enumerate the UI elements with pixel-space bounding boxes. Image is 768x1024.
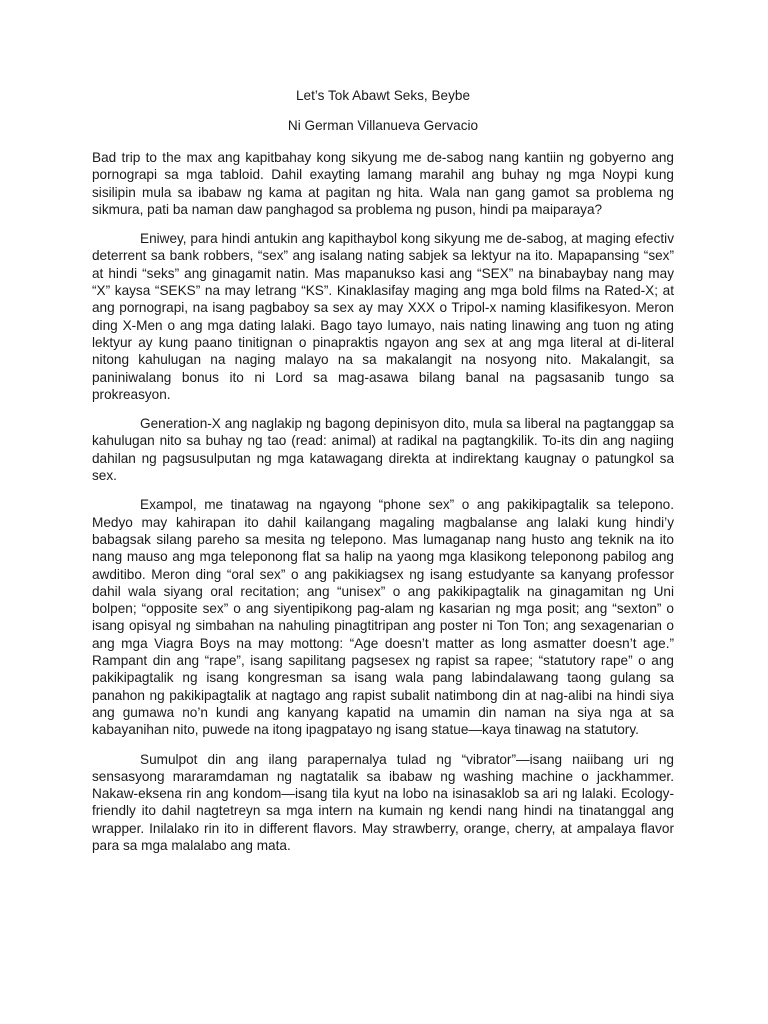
paragraph-2: Eniwey, para hindi antukin ang kapithaybol kong sikyung me de-sabog, at maging efectiv deterrent sa bank robbers, “sex” ang isalang nating sabjek sa lektyur na ito. Mapapansing “sex” at hindi “seks” ang ginagamit natin. Mas mapanukso kasi ang “SEX” na binabaybay nang may “X” kaysa “SEKS” na may letrang “KS”. Kinaklasifay maging ang mga bold films na Rated-X; at ang pornograpi, na isang pagbaboy sa sex ay may XXX o Tripol-x naming klasifikesyon. Meron ding X-Men o ang mga dating lalaki. Bago tayo lumayo, nais nating linawing ang tuon ng ating lektyur ay kung paano tinitignan o pinapraktis ngayon ang sex at ang mga literal at di-literal nitong kahulugan na naging malayo na sa makalangit na nosyong nito. Makalangit, sa paniniwalang bonus ito ni Lord sa mag-asawa bilang banal na pagsasanib tungo sa prokreasyon. [92, 231, 674, 402]
document-body [92, 149, 674, 854]
paragraph-5: Sumulpot din ang ilang parapernalya tulad ng “vibrator”—isang naiibang uri ng sensasyong mararamdaman ng nagtatalik sa ibabaw ng washing machine o jackhammer. Nakaw-eksena rin ang kondom—isang tila kyut na lobo na isinasaklob sa ari ng lalaki. Ecology-friendly ito dahil nagtetreyn sa mga intern na kumain ng kendi nang hindi na tinatanggal ang wrapper. Inilalako rin ito in different flavors. May strawberry, orange, cherry, at ampalaya flavor para sa mga malalabo ang mata. [92, 751, 674, 853]
paragraph-3: Generation-X ang naglakip ng bagong depinisyon dito, mula sa liberal na pagtanggap sa kahulugan nito sa buhay ng tao (read: animal) at radikal na pagtangkilik. To-its din ang nagiing dahilan ng pagsusulputan ng mga katawagang direkta at indirektang kaugnay o patungkol sa sex. [92, 416, 674, 484]
document-content [92, 87, 674, 866]
document-title: Let’s Tok Abawt Seks, Beybe [295, 88, 471, 103]
document-author: Ni German Villanueva Gervacio [287, 118, 479, 133]
paragraph-4: Exampol, me tinatawag na ngayong “phone sex” o ang pakikipagtalik sa telepono. Medyo may kahirapan ito dahil kailangang magaling magbalanse ang lalaki kung hindi’y babagsak silang pareho sa mesita ng telepono. Mas lumaganap nang husto ang teknik na ito nang mauso ang mga teleponong flat sa halip na yaong mga klasikong teleponong pabilog ang awditibo. Meron ding “oral sex” o ang pakikiagsex ng isang estudyante sa kanyang professor dahil wala siyang oral recitation; ang “unisex” o ang pakikipagtalik na ginagamitan ng Uni bolpen; “opposite sex” o ang siyentipikong pag-alam ng kasarian ng mga posit; ang “sexton” o isang opisyal ng simbahan na nahuling pinagtitripan ang poster ni Ton Ton; ang sexagenarian o ang mga Viagra Boys na may mottong: “Age doesn’t matter as long asmatter doesn’t age.” Rampant din ang “rape”, isang sapilitang pagsesex ng rapist sa rapee; “statutory rape” o ang pakikipagtalik ng isang kongresman sa isang wala pang labindalawang taong gulang sa panahon ng pakikipagtalik at nagtago ang rapist subalit natimbong din at nag-alibi na hindi siya ang gumawa no’n kundi ang kanyang kapatid na umamin din naman na siya nga at sa kabayanihan nito, puwede na itong ipagpatayo ng isang statue—kaya tinawag na statutory. [92, 497, 674, 738]
paragraph-1: Bad trip to the max ang kapitbahay kong sikyung me de-sabog nang kantiin ng gobyerno ang pornograpi sa mga tabloid. Dahil exayting lamang marahil ang buhay ng mga Noypi kung sisilipin mula sa ibabaw ng kama at pagitan ng hita. Wala nan gang gamot sa problema ng sikmura, pati ba naman daw panghagod sa problema ng puson, hindi pa maiparaya? [92, 150, 674, 217]
